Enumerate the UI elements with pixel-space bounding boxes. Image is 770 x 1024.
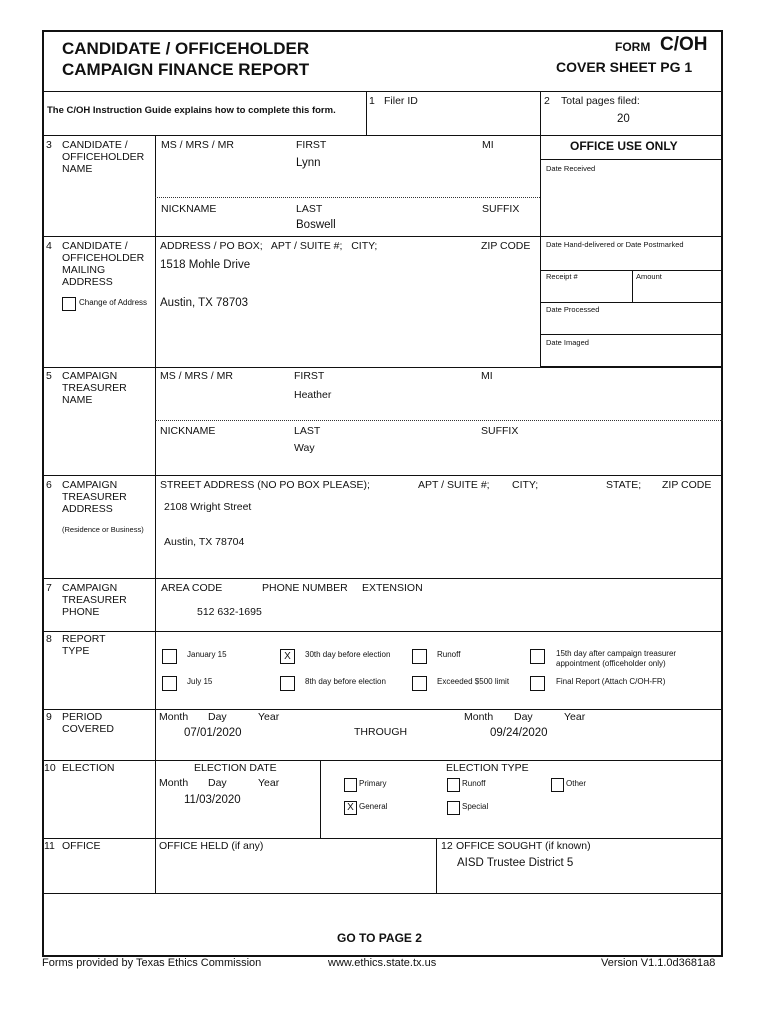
- divider: [540, 159, 723, 160]
- treasurer-suffix-label: SUFFIX: [481, 425, 519, 437]
- section-10-label: ELECTION: [62, 762, 115, 774]
- divider: [42, 91, 723, 92]
- final-report-label: Final Report (Attach C/OH-FR): [556, 677, 666, 686]
- election-date-value[interactable]: 11/03/2020: [184, 794, 241, 806]
- divider: [155, 631, 156, 709]
- section-3-label-3: NAME: [62, 163, 93, 175]
- section-12-number: 12: [441, 840, 453, 852]
- special-label: Special: [462, 802, 489, 811]
- divider: [540, 91, 541, 135]
- runoff-election-checkbox[interactable]: [447, 778, 460, 792]
- divider: [155, 838, 156, 893]
- receipt-label: Receipt #: [546, 272, 578, 281]
- footer-provided-by: Forms provided by Texas Ethics Commission: [42, 957, 262, 969]
- divider: [540, 334, 723, 335]
- other-checkbox[interactable]: [551, 778, 564, 792]
- total-pages-label: Total pages filed:: [561, 95, 640, 107]
- divider: [320, 760, 321, 838]
- treasurer-phone-value[interactable]: 512 632-1695: [197, 606, 262, 618]
- treasurer-address-line1[interactable]: 2108 Wright Street: [164, 501, 252, 513]
- divider: [42, 475, 723, 476]
- section-4-number: 4: [46, 240, 52, 252]
- divider: [632, 270, 633, 302]
- section-4-label-2: OFFICEHOLDER: [62, 252, 145, 264]
- treasurer-mi-label: MI: [481, 370, 493, 382]
- treasurer-address-line2[interactable]: Austin, TX 78704: [164, 536, 245, 548]
- candidate-last-name[interactable]: Boswell: [296, 219, 336, 231]
- change-of-address-label: Change of Address: [79, 298, 148, 307]
- form-id: C/OH: [660, 34, 708, 55]
- treasurer-last-name[interactable]: Way: [294, 442, 315, 454]
- section-4-label-4: ADDRESS: [62, 276, 113, 288]
- election-type-title: ELECTION TYPE: [446, 762, 529, 774]
- section-6-label-2: TREASURER: [62, 491, 127, 503]
- general-label: General: [359, 802, 388, 811]
- divider: [155, 578, 156, 631]
- office-sought-label: OFFICE SOUGHT (if known): [456, 840, 591, 852]
- extension-label: EXTENSION: [362, 582, 423, 594]
- exceeded-limit-checkbox[interactable]: [412, 676, 427, 691]
- runoff-report-label: Runoff: [437, 650, 461, 659]
- runoff-election-label: Runoff: [462, 779, 486, 788]
- general-checkbox[interactable]: X: [344, 801, 357, 815]
- section-8-label-1: REPORT: [62, 633, 106, 645]
- divider: [42, 236, 540, 237]
- section-5-label-3: NAME: [62, 394, 93, 406]
- date-received-label: Date Received: [546, 164, 596, 173]
- 15th-day-label-1: 15th day after campaign treasurer: [556, 649, 677, 658]
- election-date-title: ELECTION DATE: [194, 762, 277, 774]
- instruction-text: The C/OH Instruction Guide explains how to complete this form.: [47, 105, 336, 116]
- section-5-number: 5: [46, 370, 52, 382]
- divider: [155, 236, 156, 367]
- divider: [155, 709, 156, 760]
- july-15-label: July 15: [187, 677, 213, 686]
- treasurer-first-label: FIRST: [294, 370, 325, 382]
- divider: [42, 760, 723, 761]
- section-7-label-3: PHONE: [62, 606, 100, 618]
- section-4-label-1: CANDIDATE /: [62, 240, 128, 252]
- runoff-report-checkbox[interactable]: [412, 649, 427, 664]
- candidate-last-label: LAST: [296, 203, 323, 215]
- primary-label: Primary: [359, 779, 387, 788]
- section-8-label-2: TYPE: [62, 645, 90, 657]
- phone-number-label: PHONE NUMBER: [262, 582, 348, 594]
- treasurer-last-label: LAST: [294, 425, 321, 437]
- divider: [540, 236, 723, 237]
- mailing-zip-label: ZIP CODE: [481, 240, 531, 252]
- go-to-page-2: GO TO PAGE 2: [337, 931, 422, 945]
- divider: [155, 760, 156, 838]
- section-9-label-2: COVERED: [62, 723, 114, 735]
- divider: [366, 91, 367, 135]
- section-4-label-3: MAILING: [62, 264, 106, 276]
- form-title-line2: CAMPAIGN FINANCE REPORT: [62, 60, 310, 79]
- treasurer-first-name[interactable]: Heather: [294, 389, 332, 401]
- 8th-day-checkbox[interactable]: [280, 676, 295, 691]
- area-code-label: AREA CODE: [161, 582, 223, 594]
- section-7-label-2: TREASURER: [62, 594, 127, 606]
- office-sought-value[interactable]: AISD Trustee District 5: [457, 857, 574, 869]
- total-pages-value[interactable]: 20: [617, 113, 630, 125]
- divider: [42, 367, 723, 368]
- july-15-checkbox[interactable]: [162, 676, 177, 691]
- january-15-checkbox[interactable]: [162, 649, 177, 664]
- period-from-date[interactable]: 07/01/2020: [184, 727, 242, 739]
- section-6-label-3: ADDRESS: [62, 503, 113, 515]
- candidate-nickname-label: NICKNAME: [161, 203, 217, 215]
- section-9-number: 9: [46, 711, 52, 723]
- office-held-field[interactable]: [162, 858, 432, 872]
- divider: [42, 578, 723, 579]
- section-3-label-1: CANDIDATE /: [62, 139, 128, 151]
- office-use-title: OFFICE USE ONLY: [570, 139, 678, 153]
- date-imaged-label: Date Imaged: [546, 338, 589, 347]
- date-hand-label: Date Hand-delivered or Date Postmarked: [546, 240, 684, 249]
- cover-sheet-label: COVER SHEET PG 1: [556, 59, 693, 75]
- 15th-day-checkbox[interactable]: [530, 649, 545, 664]
- special-checkbox[interactable]: [447, 801, 460, 815]
- candidate-mi-label: MI: [482, 139, 494, 151]
- amount-label: Amount: [636, 272, 662, 281]
- section-7-label-1: CAMPAIGN: [62, 582, 118, 594]
- form-title-line1: CANDIDATE / OFFICEHOLDER: [62, 39, 310, 58]
- election-day-label: Day: [208, 777, 227, 789]
- divider: [155, 197, 540, 198]
- footer-url[interactable]: www.ethics.state.tx.us: [328, 957, 437, 969]
- treasurer-city-label: CITY;: [512, 479, 539, 491]
- filer-id-label: Filer ID: [384, 95, 418, 107]
- mailing-address-label: ADDRESS / PO BOX; APT / SUITE #; CITY;: [160, 240, 378, 252]
- filer-id-num: 1: [369, 95, 375, 107]
- period-to-month-label: Month: [464, 711, 494, 723]
- treasurer-ms-label: MS / MRS / MR: [160, 370, 233, 382]
- period-from-day-label: Day: [208, 711, 227, 723]
- form-prefix: FORM: [615, 40, 651, 54]
- divider: [540, 302, 723, 303]
- 30th-day-label: 30th day before election: [305, 650, 391, 659]
- section-6-number: 6: [46, 479, 52, 491]
- election-year-label: Year: [258, 777, 280, 789]
- divider: [155, 135, 156, 236]
- candidate-first-label: FIRST: [296, 139, 327, 151]
- mailing-address-line2[interactable]: Austin, TX 78703: [160, 297, 249, 309]
- date-processed-label: Date Processed: [546, 305, 600, 314]
- divider: [155, 367, 156, 475]
- divider: [42, 838, 723, 839]
- section-11-label: OFFICE: [62, 840, 101, 852]
- period-from-year-label: Year: [258, 711, 280, 723]
- divider: [42, 893, 723, 894]
- section-9-label-1: PERIOD: [62, 711, 103, 723]
- divider: [155, 420, 723, 421]
- primary-checkbox[interactable]: [344, 778, 357, 792]
- candidate-first-name[interactable]: Lynn: [296, 157, 321, 169]
- section-6-label-1: CAMPAIGN: [62, 479, 118, 491]
- 8th-day-label: 8th day before election: [305, 677, 386, 686]
- through-label: THROUGH: [354, 726, 408, 738]
- section-6-note: (Residence or Business): [62, 525, 144, 534]
- divider: [42, 709, 723, 710]
- election-month-label: Month: [159, 777, 189, 789]
- treasurer-state-label: STATE;: [606, 479, 642, 491]
- divider: [155, 475, 156, 578]
- january-15-label: January 15: [187, 650, 227, 659]
- divider: [42, 631, 723, 632]
- office-held-label: OFFICE HELD (if any): [159, 840, 264, 852]
- candidate-ms-label: MS / MRS / MR: [161, 139, 234, 151]
- section-8-number: 8: [46, 633, 52, 645]
- 30th-day-checkbox[interactable]: X: [280, 649, 295, 664]
- section-5-label-2: TREASURER: [62, 382, 127, 394]
- section-11-number: 11: [44, 840, 55, 852]
- period-from-month-label: Month: [159, 711, 189, 723]
- section-10-number: 10: [44, 762, 56, 774]
- change-of-address-checkbox[interactable]: [62, 297, 76, 311]
- total-pages-num: 2: [544, 95, 550, 107]
- treasurer-nickname-label: NICKNAME: [160, 425, 216, 437]
- treasurer-street-label: STREET ADDRESS (NO PO BOX PLEASE);: [160, 479, 370, 491]
- other-label: Other: [566, 779, 587, 788]
- section-3-number: 3: [46, 139, 52, 151]
- mailing-address-line1[interactable]: 1518 Mohle Drive: [160, 259, 251, 271]
- divider: [436, 838, 437, 893]
- section-7-number: 7: [46, 582, 52, 594]
- period-to-day-label: Day: [514, 711, 533, 723]
- final-report-checkbox[interactable]: [530, 676, 545, 691]
- treasurer-apt-label: APT / SUITE #;: [418, 479, 490, 491]
- section-3-label-2: OFFICEHOLDER: [62, 151, 145, 163]
- period-to-year-label: Year: [564, 711, 586, 723]
- section-5-label-1: CAMPAIGN: [62, 370, 118, 382]
- footer-version: Version V1.1.0d3681a8: [601, 957, 716, 969]
- period-to-date[interactable]: 09/24/2020: [490, 727, 548, 739]
- exceeded-limit-label: Exceeded $500 limit: [437, 677, 510, 686]
- candidate-suffix-label: SUFFIX: [482, 203, 520, 215]
- 15th-day-label-2: appointment (officeholder only): [556, 659, 666, 668]
- treasurer-zip-label: ZIP CODE: [662, 479, 712, 491]
